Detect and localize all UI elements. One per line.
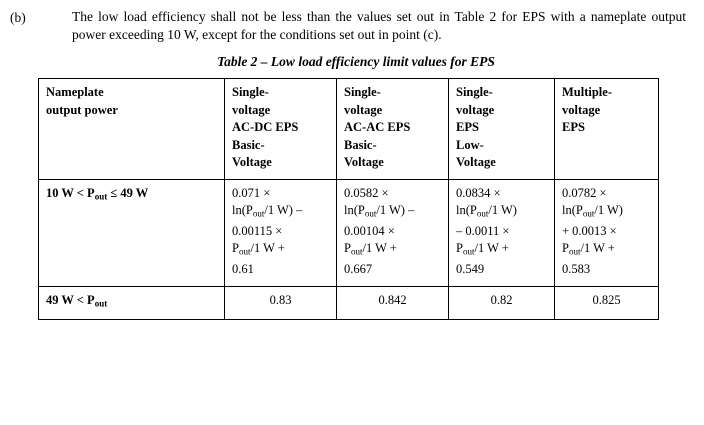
paragraph-line-1: The low load efficiency shall not be less than the values set out in Table 2 for EPS (72, 9, 546, 24)
paragraph-text (72, 8, 686, 44)
paragraph-b (0, 0, 704, 44)
table-header-row (39, 79, 659, 180)
table-row (39, 179, 659, 286)
row-label: 49 $W < P_{out}$ (39, 286, 225, 320)
table-header-cell: Single- voltage AC-DC EPS Basic- Voltage (225, 79, 337, 180)
paragraph-line-3: point (c). (392, 27, 442, 42)
formula-cell: 0.071 × $\ln(P_{out}/1$ W) – 0.00115 × $P_{out}/1$ W + 0.61 (225, 179, 337, 286)
eps-limits-table (38, 78, 659, 320)
value-cell: 0.825 (555, 286, 659, 320)
table-header-cell: Single- voltage AC-AC EPS Basic- Voltage (337, 79, 449, 180)
table-header-cell: Multiple- voltage EPS (555, 79, 659, 180)
formula-cell: 0.0834 × $\ln(P_{out}/1$ W) – 0.0011 × $P_{out}/1$ W + 0.549 (449, 179, 555, 286)
paragraph-label: (b) (10, 10, 26, 25)
table-caption: Table 2 – Low load efficiency limit values for EPS (217, 54, 495, 69)
value-cell: 0.83 (225, 286, 337, 320)
formula-cell: 0.0782 × $\ln(P_{out}/1$ W) + 0.0013 × $P_{out}/1$ W + 0.583 (555, 179, 659, 286)
row-label: 10 $W < P_{out} \le 49$ W (39, 179, 225, 286)
table-container (38, 78, 658, 320)
value-cell: 0.842 (337, 286, 449, 320)
table-header-cell: Nameplate output power (39, 79, 225, 180)
formula-cell: 0.0582 × $\ln(P_{out}/1$ W) – 0.00104 × $P_{out}/1$ W + 0.667 (337, 179, 449, 286)
table-row (39, 286, 659, 320)
value-cell: 0.82 (449, 286, 555, 320)
paragraph-line-2: with a nameplate output power exceeding 10 W, except for the conditions set out in (72, 9, 686, 42)
table-header-cell: Single- voltage EPS Low- Voltage (449, 79, 555, 180)
